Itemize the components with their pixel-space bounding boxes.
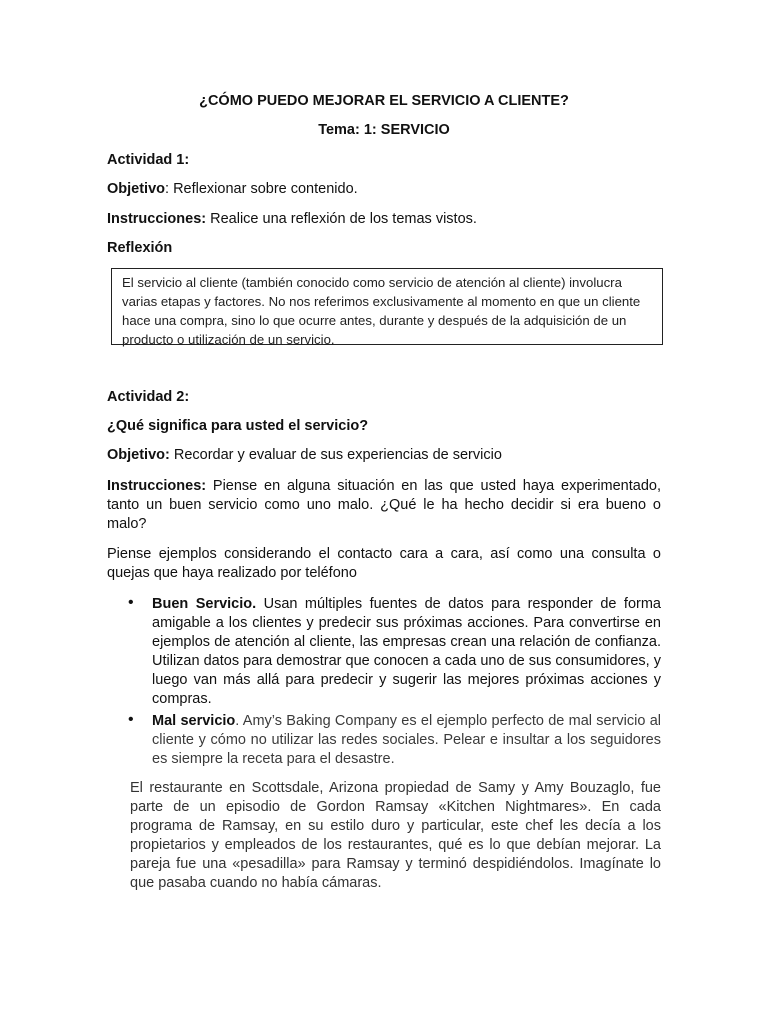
bullet-label: Mal servicio — [152, 713, 236, 729]
bullet-bad-service — [152, 712, 661, 769]
document-title: ¿CÓMO PUEDO MEJORAR EL SERVICIO A CLIENTE? — [199, 93, 569, 109]
bullet-text: Usan múltiples fuentes de datos para responder de forma amigable a los clientes y predecir sus próximas acciones. Para convertirse en ejemplos de atención al cliente, las empresas crean una relación de confianza. Utilizan datos para demostrar que conocen a cada uno de sus consumidores, y luego van más allá para predecir y sugerir las mejores próximas acciones y compras. — [152, 596, 661, 707]
activity2-question: ¿Qué significa para usted el servicio? — [107, 418, 369, 434]
bullet-symbol: • — [128, 711, 134, 728]
objective-text: Recordar y evaluar de sus experiencias de servicio — [169, 447, 502, 463]
instructions-text: Piense en alguna situación en las que usted haya experimentado, tanto un buen servicio como uno malo. ¿Qué le ha hecho decidir si era bueno o malo? — [107, 478, 661, 532]
closing-paragraph: El restaurante en Scottsdale, Arizona propiedad de Samy y Amy Bouzaglo, fue parte de un episodio de Gordon Ramsay «Kitchen Nightmares». En cada programa de Ramsay, en su estilo duro y particular, este chef les decía a los propietarios y empleados de los restaurantes, qué es lo que debían mejorar. La pareja fue una «pesadilla» para Ramsay y terminó despidiéndolos. Imagínate lo que pasaba cuando no había cámaras. — [130, 780, 661, 891]
activity1-heading: Actividad 1: — [107, 152, 190, 168]
bullet-symbol: • — [128, 594, 134, 611]
bullet-good-service — [152, 595, 661, 709]
objective-label: Objetivo: — [107, 447, 170, 463]
instructions-text: Realice una reflexión de los temas vistos. — [206, 211, 477, 227]
activity2-instructions — [107, 477, 661, 534]
examples-paragraph: Piense ejemplos considerando el contacto cara a cara, así como una consulta o quejas que haya realizado por teléfono — [107, 546, 661, 581]
bullet-text: . Amy’s Baking Company es el ejemplo perfecto de mal servicio al cliente y cómo no utilizar las redes sociales. Pelear e insultar a los seguidores es siempre la receta para el desastre. — [152, 713, 662, 767]
reflection-heading: Reflexión — [107, 240, 173, 256]
reflection-box: El servicio al cliente (también conocido como servicio de atención al cliente) involucra varias etapas y factores. No nos referimos exclusivamente al momento en que un cliente hace una compra, sino lo que ocurre antes, durante y después de la adquisición de un producto o utilización de un servicio. — [111, 268, 663, 345]
instructions-label: Instrucciones: — [107, 478, 207, 494]
objective-text: : Reflexionar sobre contenido. — [165, 181, 358, 197]
activity1-objective — [107, 181, 358, 197]
activity2-objective — [107, 447, 502, 463]
activity1-instructions — [107, 211, 477, 227]
instructions-label: Instrucciones: — [107, 211, 207, 227]
document-subtitle: Tema: 1: SERVICIO — [318, 122, 450, 138]
activity2-heading: Actividad 2: — [107, 389, 190, 405]
objective-label: Objetivo — [107, 181, 166, 197]
bullet-label: Buen Servicio. — [152, 596, 257, 612]
